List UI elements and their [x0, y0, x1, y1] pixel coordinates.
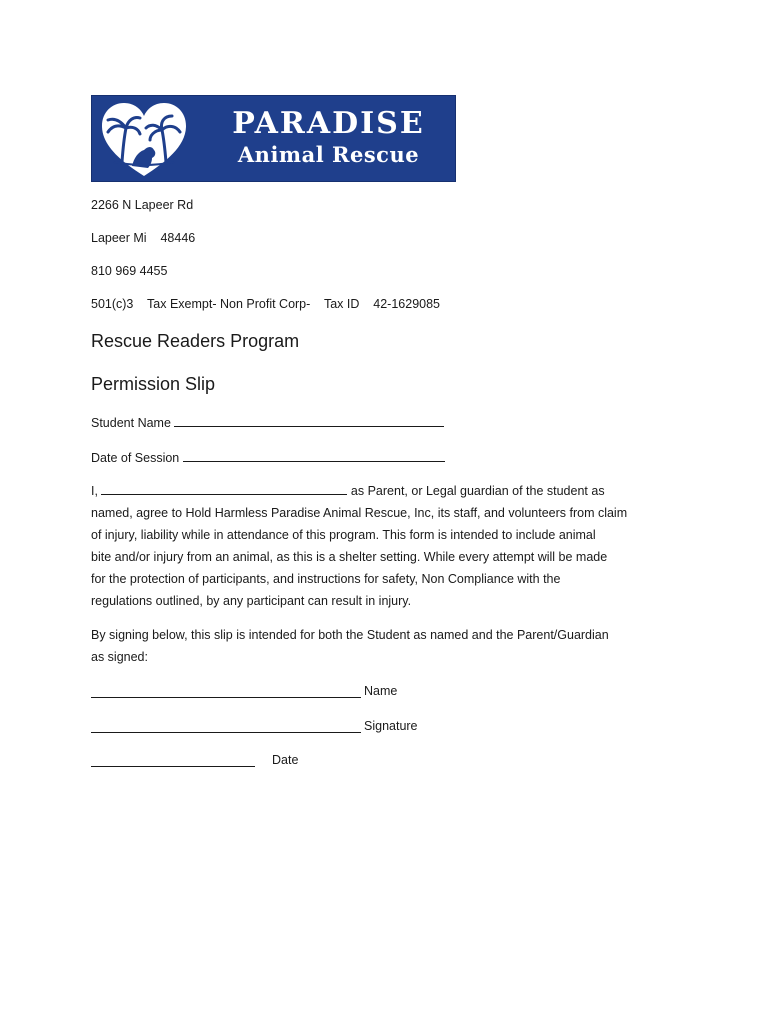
signature-label: Signature: [364, 719, 418, 733]
student-name-label: Student Name: [91, 416, 171, 430]
student-name-field: [91, 414, 444, 430]
date-label: Date: [272, 753, 299, 767]
waiver-line-1: [91, 480, 691, 502]
address-street: 2266 N Lapeer Rd: [91, 198, 194, 212]
signature-blank[interactable]: [91, 732, 361, 733]
name-label: Name: [364, 684, 398, 698]
logo-subtitle: Animal Rescue: [237, 142, 420, 167]
paradise-animal-rescue-logo: [91, 95, 456, 182]
form-title: Permission Slip: [91, 374, 216, 394]
program-title: Rescue Readers Program: [91, 331, 300, 351]
waiver-line: for the protection of participants, and instructions for safety, Non Compliance with the: [91, 572, 561, 586]
date-of-session-label: Date of Session: [91, 451, 180, 465]
waiver-line: bite and/or injury from an animal, as this is a shelter setting. While every attempt will be made: [91, 550, 608, 564]
waiver-line: named, agree to Hold Harmless Paradise Animal Rescue, Inc, its staff, and volunteers from claim: [91, 506, 628, 520]
signing-line: as signed:: [91, 650, 148, 664]
name-blank[interactable]: [91, 697, 361, 698]
waiver-prefix: I,: [91, 484, 98, 498]
date-of-session-blank[interactable]: [183, 449, 445, 462]
waiver-paragraph: [91, 480, 691, 612]
waiver-line-1-rest: as Parent, or Legal guardian of the student as: [350, 484, 605, 498]
guardian-name-blank[interactable]: [101, 482, 347, 495]
waiver-line: of injury, liability while in attendance of this program. This form is intended to include animal: [91, 528, 596, 542]
logo-text: [206, 106, 451, 168]
signing-paragraph: [91, 624, 691, 668]
tax-status: 501(c)3 Tax Exempt- Non Profit Corp- Tax ID 42-1629085: [91, 297, 441, 311]
address-city: Lapeer Mi 48446: [91, 231, 196, 245]
student-name-blank[interactable]: [174, 414, 444, 427]
logo-title: PARADISE: [232, 106, 425, 141]
date-blank[interactable]: [91, 766, 255, 767]
date-of-session-field: [91, 449, 445, 465]
address-phone: 810 969 4455: [91, 264, 168, 278]
signing-line: By signing below, this slip is intended for both the Student as named and the Parent/Guardian: [91, 628, 609, 642]
waiver-line: regulations outlined, by any participant can result in injury.: [91, 594, 412, 608]
